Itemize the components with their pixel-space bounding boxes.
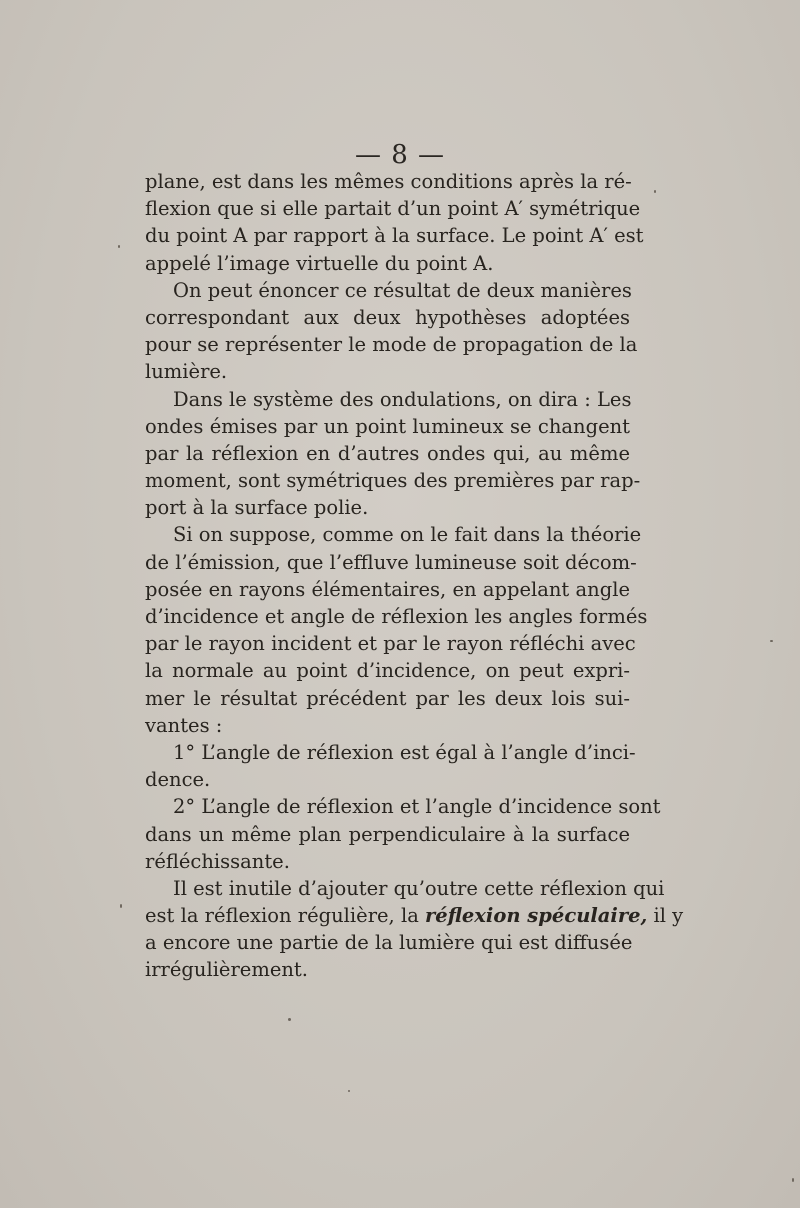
- italic-term: réflexion spéculaire,: [425, 904, 648, 928]
- text-line: Il est inutile d’ajouter qu’outre cette réflexion qui: [173, 876, 665, 900]
- page-number: — 8 —: [354, 140, 446, 170]
- text-line: 1° L’angle de réflexion est égal à l’angle d’inci-: [173, 740, 636, 764]
- text-line: vantes :: [145, 713, 223, 737]
- text-line: a encore une partie de la lumière qui est diffusée: [145, 931, 633, 955]
- paragraph-2: [145, 277, 638, 386]
- paper-speck: [654, 190, 656, 193]
- text-line: plane, est dans les mêmes conditions après la ré-: [145, 170, 632, 193]
- text-line: irrégulièrement.: [145, 958, 308, 982]
- paper-speck: [288, 1018, 291, 1021]
- text-line: posée en rayons élémentaires, en appelant angle: [145, 577, 630, 601]
- text-line: On peut énoncer ce résultat de deux manières: [173, 278, 632, 302]
- paper-speck: [770, 640, 773, 642]
- text-line: port à la surface polie.: [145, 496, 369, 520]
- text-line: dence.: [145, 768, 211, 792]
- paper-speck: [118, 245, 120, 248]
- paper-speck: [120, 904, 122, 908]
- text-segment: il y: [647, 904, 684, 928]
- paragraph-3: [145, 386, 641, 522]
- law-2: [145, 793, 661, 875]
- text-line: réfléchissante.: [145, 849, 290, 873]
- text-line: d’incidence et angle de réflexion les angles formés: [145, 605, 648, 628]
- text-line: moment, sont symétriques des premières par rap-: [145, 469, 641, 493]
- law-1: [145, 739, 636, 793]
- text-line: mer le résultat précédent par les deux lois sui-: [145, 686, 630, 710]
- paragraph-1: [145, 168, 644, 277]
- text-line: de l’émission, que l’effluve lumineuse soit décom-: [145, 550, 637, 574]
- text-line: du point A par rapport à la surface. Le point A′ est: [145, 224, 644, 248]
- body-text: [145, 168, 684, 984]
- text-line: Si on suppose, comme on le fait dans la théorie: [173, 523, 642, 547]
- paragraph-4: [145, 521, 648, 739]
- text-line: ondes émises par un point lumineux se changent: [145, 414, 630, 438]
- text-line: par le rayon incident et par le rayon réfléchi avec: [145, 632, 636, 656]
- text-line: correspondant aux deux hypothèses adoptées: [145, 305, 630, 329]
- paper-speck: [792, 1178, 794, 1182]
- paragraph-final: [145, 875, 684, 984]
- text-line: lumière.: [145, 360, 228, 384]
- text-line: dans un même plan perpendiculaire à la surface: [145, 822, 630, 846]
- text-segment: est la réflexion régulière, la: [145, 904, 426, 928]
- text-line: appelé l’image virtuelle du point A.: [145, 251, 494, 275]
- text-line: pour se représenter le mode de propagation de la: [145, 333, 638, 357]
- text-line: flexion que si elle partait d’un point A′ symétrique: [145, 197, 641, 221]
- text-line: Dans le système des ondulations, on dira : Les: [173, 387, 632, 411]
- text-line-mixed: [145, 902, 684, 929]
- text-line: 2° L’angle de réflexion et l’angle d’incidence sont: [173, 795, 661, 819]
- text-line: la normale au point d’incidence, on peut expri-: [145, 659, 630, 683]
- text-line: par la réflexion en d’autres ondes qui, au même: [145, 441, 630, 465]
- paper-speck: [348, 1090, 350, 1092]
